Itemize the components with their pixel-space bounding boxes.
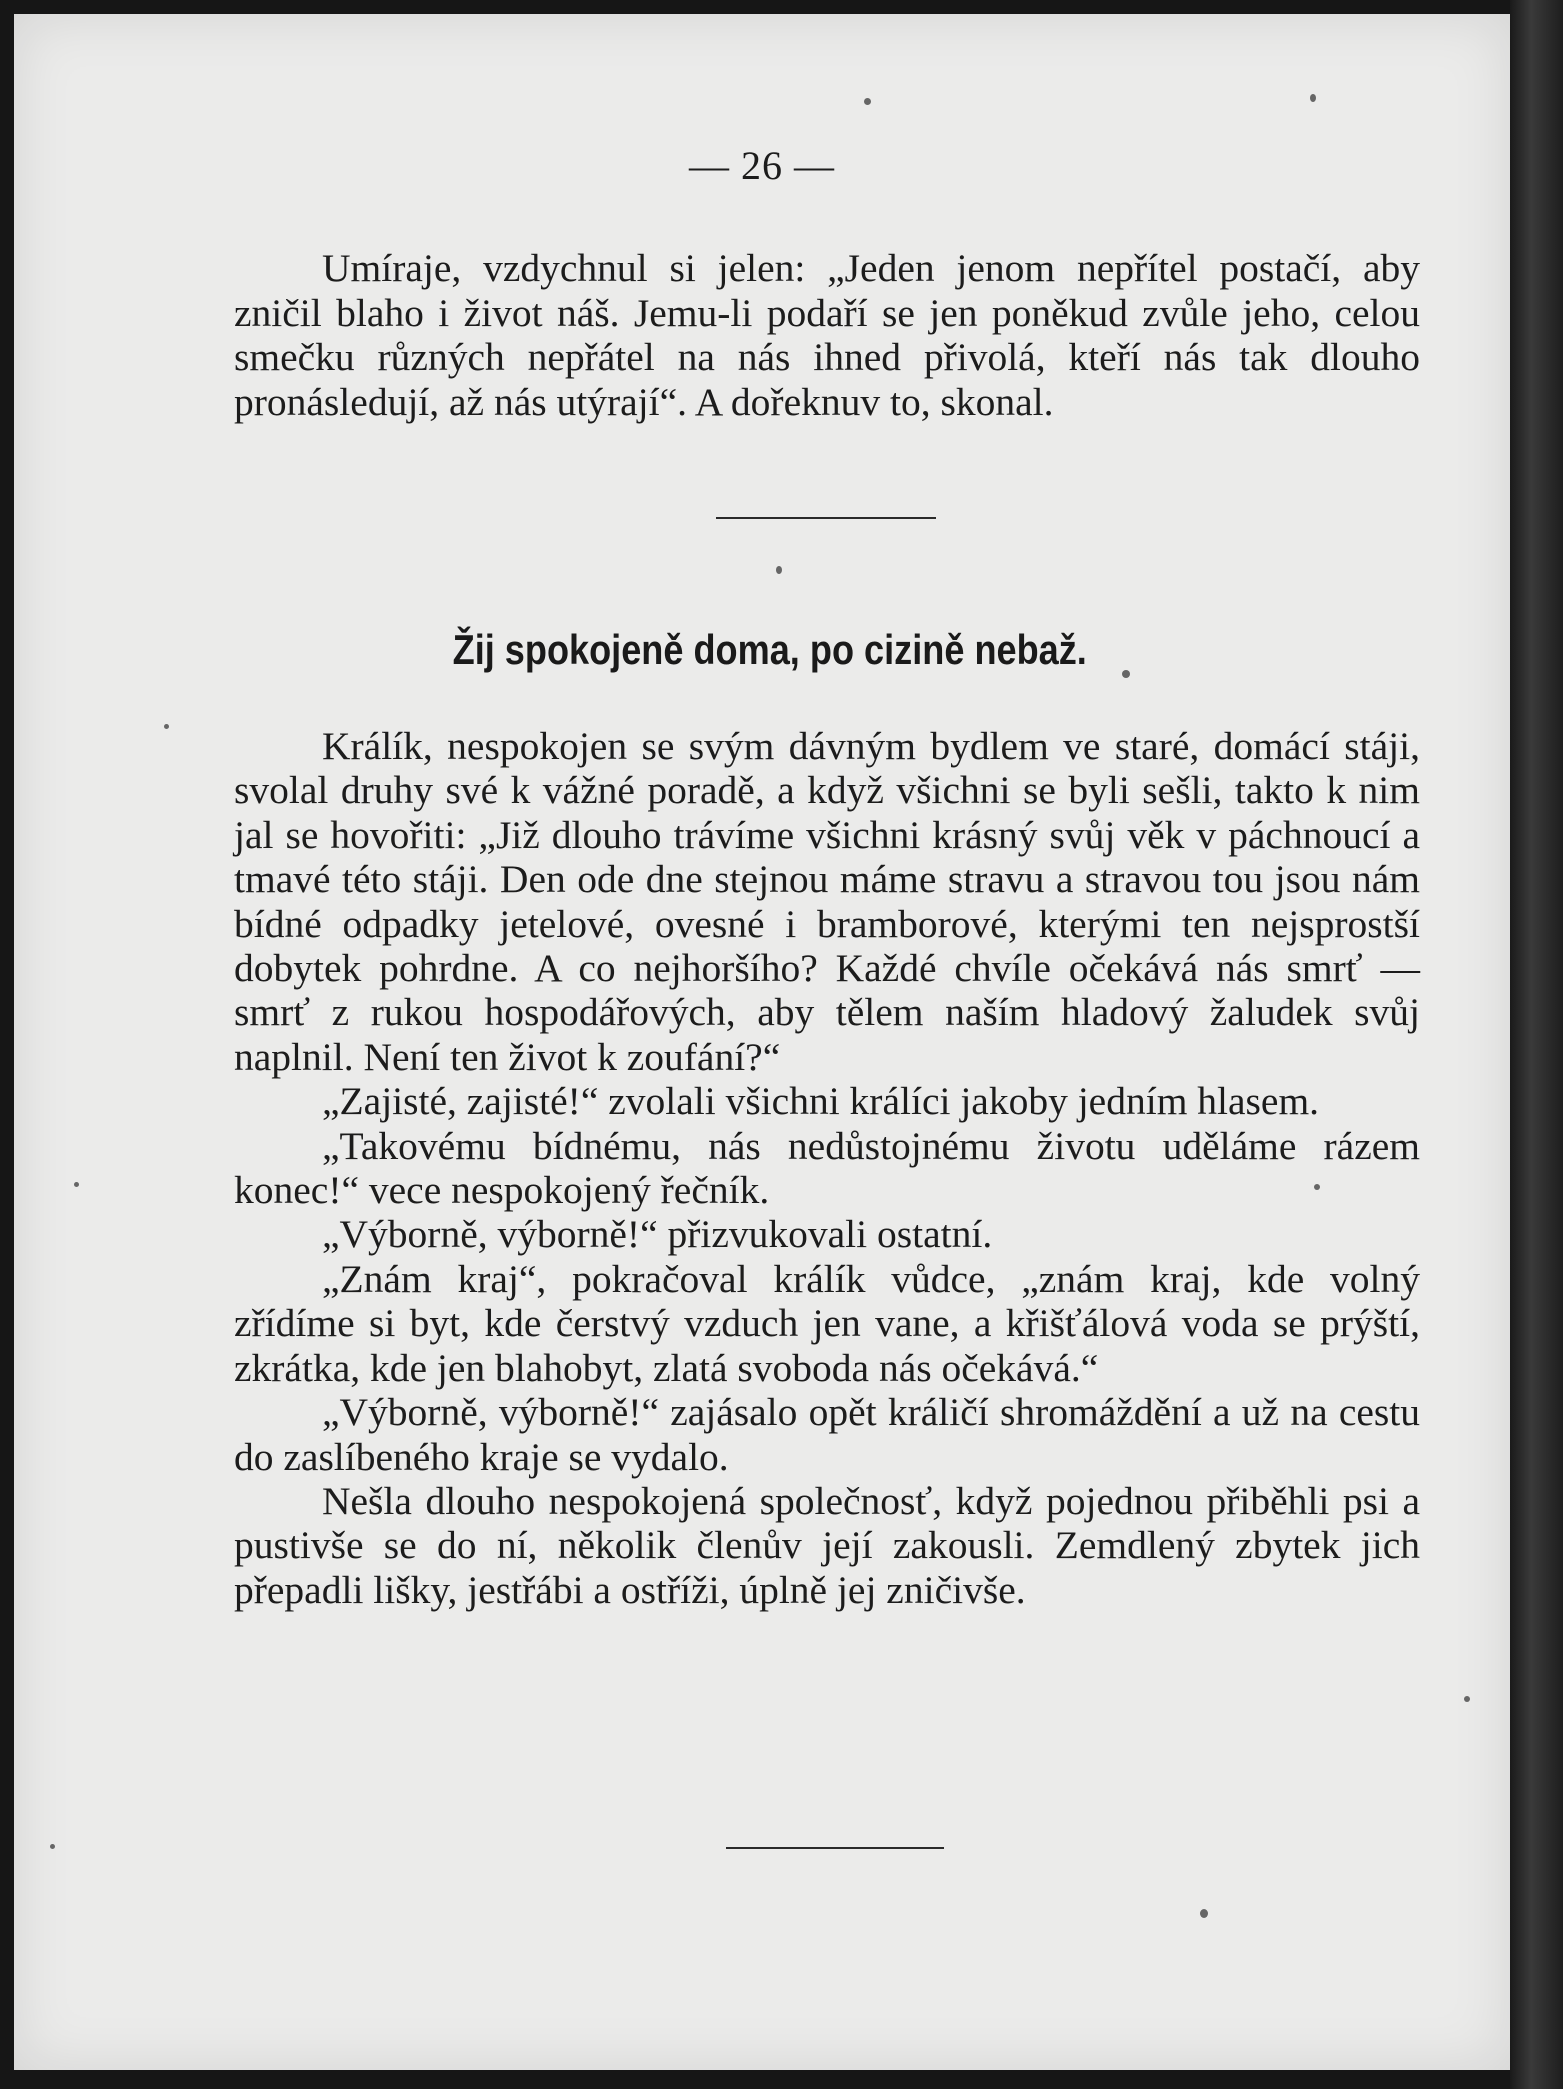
scan-speck: [1464, 1696, 1470, 1702]
book-page: [14, 14, 1510, 2070]
scan-speck: [50, 1844, 55, 1849]
paragraph: Umíraje, vzdychnul si jelen: „Jeden jenom nepřítel postačí, aby zničil blaho i život náš. Jemu-li podaří se jen poněkud zvůle jeho, celou smečku různých nepřátel na nás ihned přivolá, kteří nás tak dlouho pronásledují, až nás utýrají“. A dořeknuv to, skonal.: [234, 246, 1420, 424]
paragraph: „Takovému bídnému, nás nedůstojnému životu uděláme rázem konec!“ vece nespokojený řečník.: [234, 1123, 1420, 1213]
section-divider: [716, 517, 936, 519]
story-two-body: [234, 724, 1420, 1612]
scan-speck: [1200, 1909, 1208, 1918]
story-one-ending: [234, 246, 1420, 424]
paragraph: „Znám kraj“, pokračoval králík vůdce, „znám kraj, kde volný zřídíme si byt, kde čerstvý vzduch jen vane, a křišťálová voda se prýští, zkrátka, kde jen blahobyt, zlatá svoboda nás očekává.“: [234, 1256, 1420, 1390]
scan-speck: [1122, 670, 1130, 678]
scan-speck: [776, 566, 782, 574]
end-divider: [726, 1847, 944, 1849]
paragraph: Nešla dlouho nespokojená společnosť, když pojednou přiběhli psi a pustivše se do ní, několik členův její zakousli. Zemdlený zbytek jich přepadli lišky, jestřábi a ostříži, úplně jej zničivše.: [234, 1478, 1420, 1612]
page-number: — 26 —: [689, 143, 835, 188]
scan-speck: [164, 724, 169, 729]
book-edge-shadow: [1510, 0, 1563, 2089]
scan-speck: [1314, 1184, 1320, 1190]
paragraph: „Zajisté, zajisté!“ zvolali všichni králíci jakoby jedním hlasem.: [322, 1079, 1320, 1124]
paragraph: „Výborně, výborně!“ přizvukovali ostatní.: [322, 1212, 993, 1257]
scan-speck: [864, 98, 871, 105]
scan-speck: [1310, 94, 1316, 102]
story-title: Žij spokojeně doma, po cizině nebaž.: [452, 626, 1087, 673]
paragraph: Králík, nespokojen se svým dávným bydlem ve staré, domácí stáji, svolal druhy své k vážné poradě, a když všichni se byli sešli, takto k nim jal se hovořiti: „Již dlouho trávíme všichni krásný svůj věk v páchnoucí a tmavé této stáji. Den ode dne stejnou máme stravu a stravou tou jsou nám bídné odpadky jetelové, ovesné i bramborové, kterými ten nejsprostší dobytek pohrdne. A co nejhoršího? Každé chvíle očekává nás smrť — smrť z rukou hospodářových, aby tělem naším hladový žaludek svůj naplnil. Není ten život k zoufání?“: [234, 724, 1420, 1079]
scan-speck: [74, 1182, 79, 1187]
paragraph: „Výborně, výborně!“ zajásalo opět králičí shromáždění a už na cestu do zaslíbeného kraje se vydalo.: [234, 1390, 1420, 1479]
